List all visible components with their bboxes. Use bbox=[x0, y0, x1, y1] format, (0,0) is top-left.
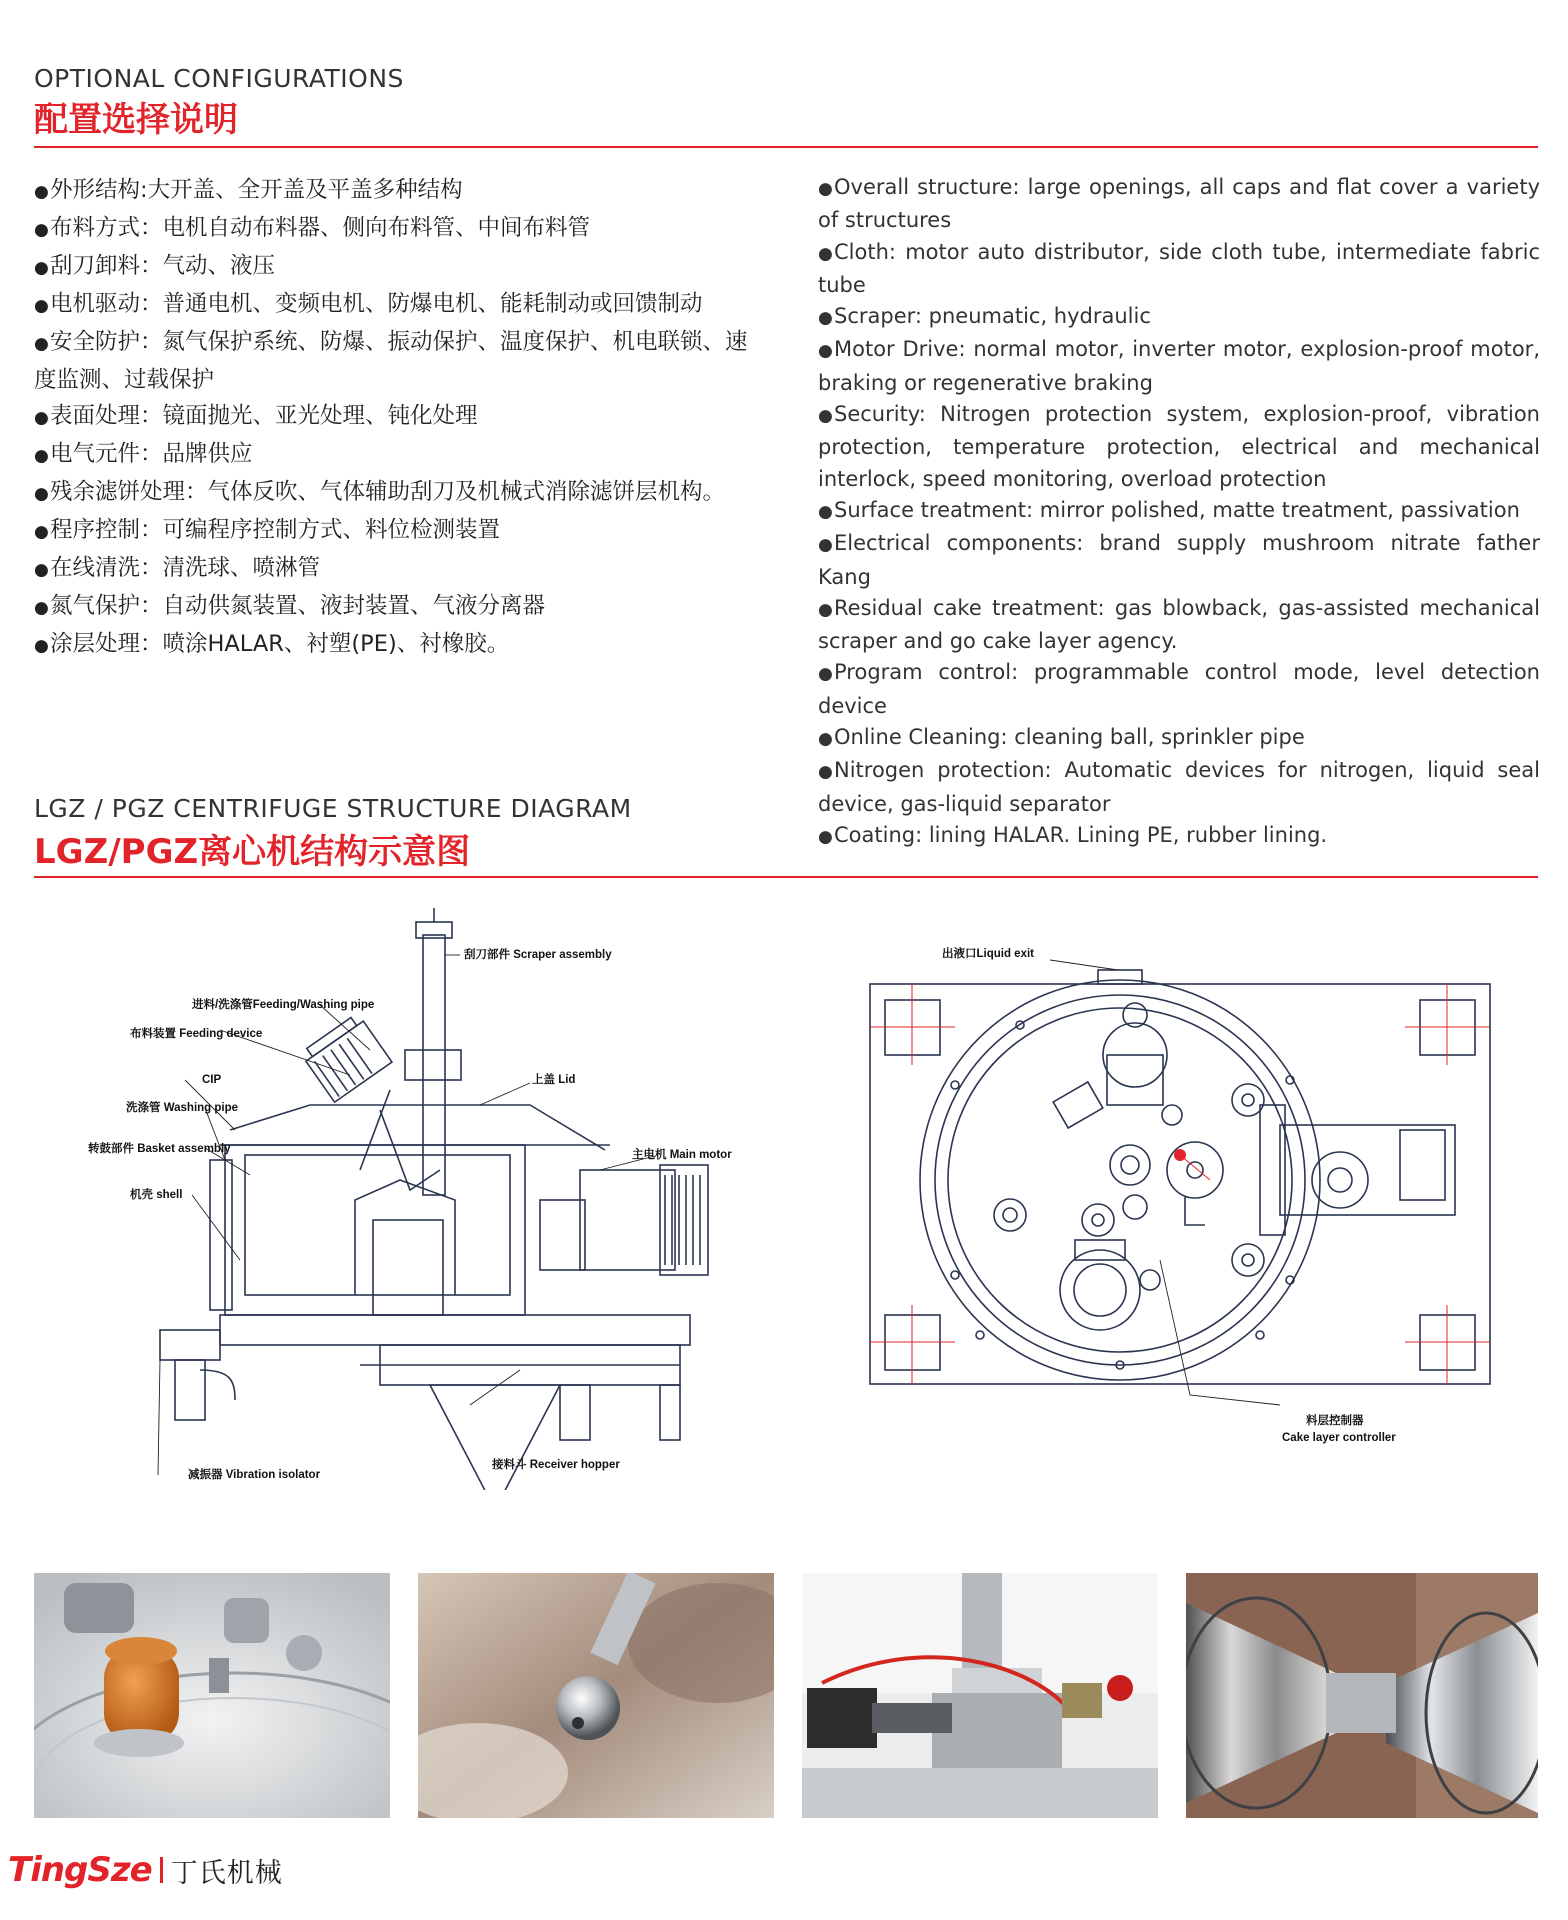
bullet-icon: ● bbox=[34, 598, 49, 618]
bullet-icon: ● bbox=[818, 406, 833, 427]
bullet-icon: ● bbox=[818, 664, 833, 685]
config-en-item-text: Overall structure: large openings, all caps and flat cover a variety of structures bbox=[818, 175, 1540, 233]
config-cn-item bbox=[34, 248, 764, 286]
config-en-item bbox=[818, 722, 1540, 755]
config-en-item bbox=[818, 172, 1540, 237]
label-lid: 上盖 Lid bbox=[532, 1074, 576, 1086]
bullet-icon: ● bbox=[34, 484, 49, 504]
config-en-item-text: Security: Nitrogen protection system, explosion-proof, vibration protection, temperature protection, electrical and mechanical interlock, speed monitoring, overload protection bbox=[818, 402, 1540, 491]
config-en-item-text: Scraper: pneumatic, hydraulic bbox=[834, 304, 1151, 329]
config-cn-item bbox=[34, 398, 764, 436]
bullet-icon: ● bbox=[34, 182, 49, 202]
bullet-icon: ● bbox=[818, 762, 833, 783]
label-liquid-exit: 出液口Liquid exit bbox=[942, 948, 1034, 960]
label-hopper: 接料斗 Receiver hopper bbox=[492, 1459, 620, 1471]
config-en-item-text: Residual cake treatment: gas blowback, gas-assisted mechanical scraper and go cake layer agency. bbox=[818, 595, 1540, 654]
label-cake-controller-en: Cake layer controller bbox=[1282, 1432, 1396, 1444]
bullet-icon: ● bbox=[34, 560, 49, 580]
config-en-item-text: Cloth: motor auto distributor, side cloth tube, intermediate fabric tube bbox=[818, 239, 1540, 297]
section2-title-cn: LGZ/PGZ离心机结构示意图 bbox=[34, 832, 471, 872]
config-cn-item bbox=[34, 588, 764, 626]
config-cn-item-text: 在线清洗：清洗球、喷淋管 bbox=[50, 555, 321, 581]
config-cn-item bbox=[34, 474, 764, 512]
config-en-item-text: Surface treatment: mirror polished, matte treatment, passivation bbox=[834, 497, 1520, 522]
config-cn-item bbox=[34, 172, 764, 210]
config-cn-item bbox=[34, 324, 764, 398]
bullet-icon: ● bbox=[818, 341, 833, 362]
config-en-item bbox=[818, 820, 1540, 853]
config-cn-item-text: 安全防护：氮气保护系统、防爆、振动保护、温度保护、机电联锁、速度监测、过载保护 bbox=[34, 329, 748, 393]
bullet-icon: ● bbox=[34, 636, 49, 656]
config-en-item-text: Nitrogen protection: Automatic devices for nitrogen, liquid seal device, gas-liquid separator bbox=[818, 758, 1540, 816]
config-cn-item bbox=[34, 626, 764, 664]
config-en-item-text: Coating: lining HALAR. Lining PE, rubber lining. bbox=[834, 822, 1328, 847]
centrifuge-top-view-diagram bbox=[860, 915, 1500, 1475]
bullet-icon: ● bbox=[818, 179, 833, 199]
bullet-icon: ● bbox=[818, 308, 833, 329]
config-en-item bbox=[818, 334, 1540, 399]
config-cn-item bbox=[34, 436, 764, 474]
config-en-item bbox=[818, 237, 1540, 302]
bullet-icon: ● bbox=[34, 220, 49, 240]
bullet-icon: ● bbox=[34, 522, 49, 542]
bullet-icon: ● bbox=[818, 535, 833, 556]
label-cip: CIP bbox=[202, 1074, 222, 1086]
label-scraper: 刮刀部件 Scraper assembly bbox=[464, 949, 612, 961]
label-main-motor: 主电机 Main motor bbox=[632, 1149, 732, 1161]
photo-cleaning-ball bbox=[418, 1573, 774, 1818]
config-en-item bbox=[818, 755, 1540, 820]
config-cn-item-text: 残余滤饼处理：气体反吹、气体辅助刮刀及机械式消除滤饼层机构。 bbox=[50, 479, 726, 505]
config-en-item bbox=[818, 528, 1540, 593]
label-basket: 转鼓部件 Basket assembly bbox=[88, 1143, 231, 1155]
config-en-item bbox=[818, 399, 1540, 495]
config-cn-item-text: 电气元件：品牌供应 bbox=[50, 441, 253, 467]
config-cn-item bbox=[34, 210, 764, 248]
config-cn-item-text: 布料方式：电机自动布料器、侧向布料管、中间布料管 bbox=[50, 215, 591, 241]
centrifuge-side-view-diagram bbox=[60, 900, 760, 1490]
config-list-en bbox=[818, 172, 1540, 853]
config-cn-item-text: 刮刀卸料：气动、液压 bbox=[50, 253, 276, 279]
logo-text-en: TingSze bbox=[8, 1850, 152, 1890]
bullet-icon: ● bbox=[34, 258, 49, 278]
bullet-icon: ● bbox=[34, 408, 49, 428]
photo-scraper-assembly bbox=[802, 1573, 1158, 1818]
config-en-item bbox=[818, 657, 1540, 722]
config-en-item-text: Program control: programmable control mode, level detection device bbox=[818, 660, 1540, 718]
config-cn-item-text: 外形结构:大开盖、全开盖及平盖多种结构 bbox=[50, 177, 463, 203]
section2-title-en: LGZ / PGZ CENTRIFUGE STRUCTURE DIAGRAM bbox=[34, 794, 632, 823]
section1-title-cn: 配置选择说明 bbox=[34, 100, 238, 140]
config-en-item bbox=[818, 593, 1540, 658]
config-cn-item-text: 表面处理：镜面抛光、亚光处理、钝化处理 bbox=[50, 403, 478, 429]
config-en-item bbox=[818, 495, 1540, 528]
config-cn-item-text: 程序控制：可编程序控制方式、料位检测装置 bbox=[50, 517, 501, 543]
bullet-icon: ● bbox=[34, 296, 49, 316]
bullet-icon: ● bbox=[818, 729, 833, 750]
bullet-icon: ● bbox=[818, 243, 833, 264]
config-en-item-text: Electrical components: brand supply mushroom nitrate father Kang bbox=[818, 531, 1540, 589]
config-cn-item bbox=[34, 512, 764, 550]
config-cn-item bbox=[34, 550, 764, 588]
bullet-icon: ● bbox=[818, 599, 833, 620]
config-cn-item-text: 电机驱动：普通电机、变频电机、防爆电机、能耗制动或回馈制动 bbox=[50, 291, 703, 317]
label-feeding-device: 布料装置 Feeding device bbox=[130, 1028, 263, 1040]
company-logo bbox=[8, 1850, 283, 1890]
config-en-item-text: Online Cleaning: cleaning ball, sprinkler pipe bbox=[834, 725, 1305, 750]
section1-title-en: OPTIONAL CONFIGURATIONS bbox=[34, 64, 404, 93]
bullet-icon: ● bbox=[818, 826, 833, 847]
label-washing-pipe: 洗涤管 Washing pipe bbox=[126, 1102, 239, 1114]
photo-receiver-hopper bbox=[1186, 1573, 1538, 1818]
config-list-cn bbox=[34, 172, 764, 664]
config-en-item bbox=[818, 301, 1540, 334]
bullet-icon: ● bbox=[34, 446, 49, 466]
label-cake-controller-cn: 料层控制器 bbox=[1306, 1415, 1364, 1427]
config-cn-item-text: 涂层处理：喷涂HALAR、衬塑(PE)、衬橡胶。 bbox=[50, 631, 510, 657]
section1-divider bbox=[34, 146, 1538, 148]
config-cn-item-text: 氮气保护：自动供氮装置、液封装置、气液分离器 bbox=[50, 593, 546, 619]
logo-text-cn: 丁氏机械 bbox=[170, 1857, 283, 1889]
label-feeding-pipe: 进料/洗涤管Feeding/Washing pipe bbox=[192, 999, 375, 1011]
config-en-item-text: Motor Drive: normal motor, inverter motor, explosion-proof motor, braking or regenerative braking bbox=[818, 337, 1540, 395]
label-shell: 机壳 shell bbox=[130, 1189, 183, 1201]
photo-feeder-cap bbox=[34, 1573, 390, 1818]
config-cn-item bbox=[34, 286, 764, 324]
label-isolator: 减振器 Vibration isolator bbox=[188, 1469, 321, 1481]
logo-divider bbox=[160, 1857, 163, 1883]
section2-divider bbox=[34, 876, 1538, 878]
bullet-icon: ● bbox=[34, 334, 49, 354]
bullet-icon: ● bbox=[818, 501, 833, 522]
